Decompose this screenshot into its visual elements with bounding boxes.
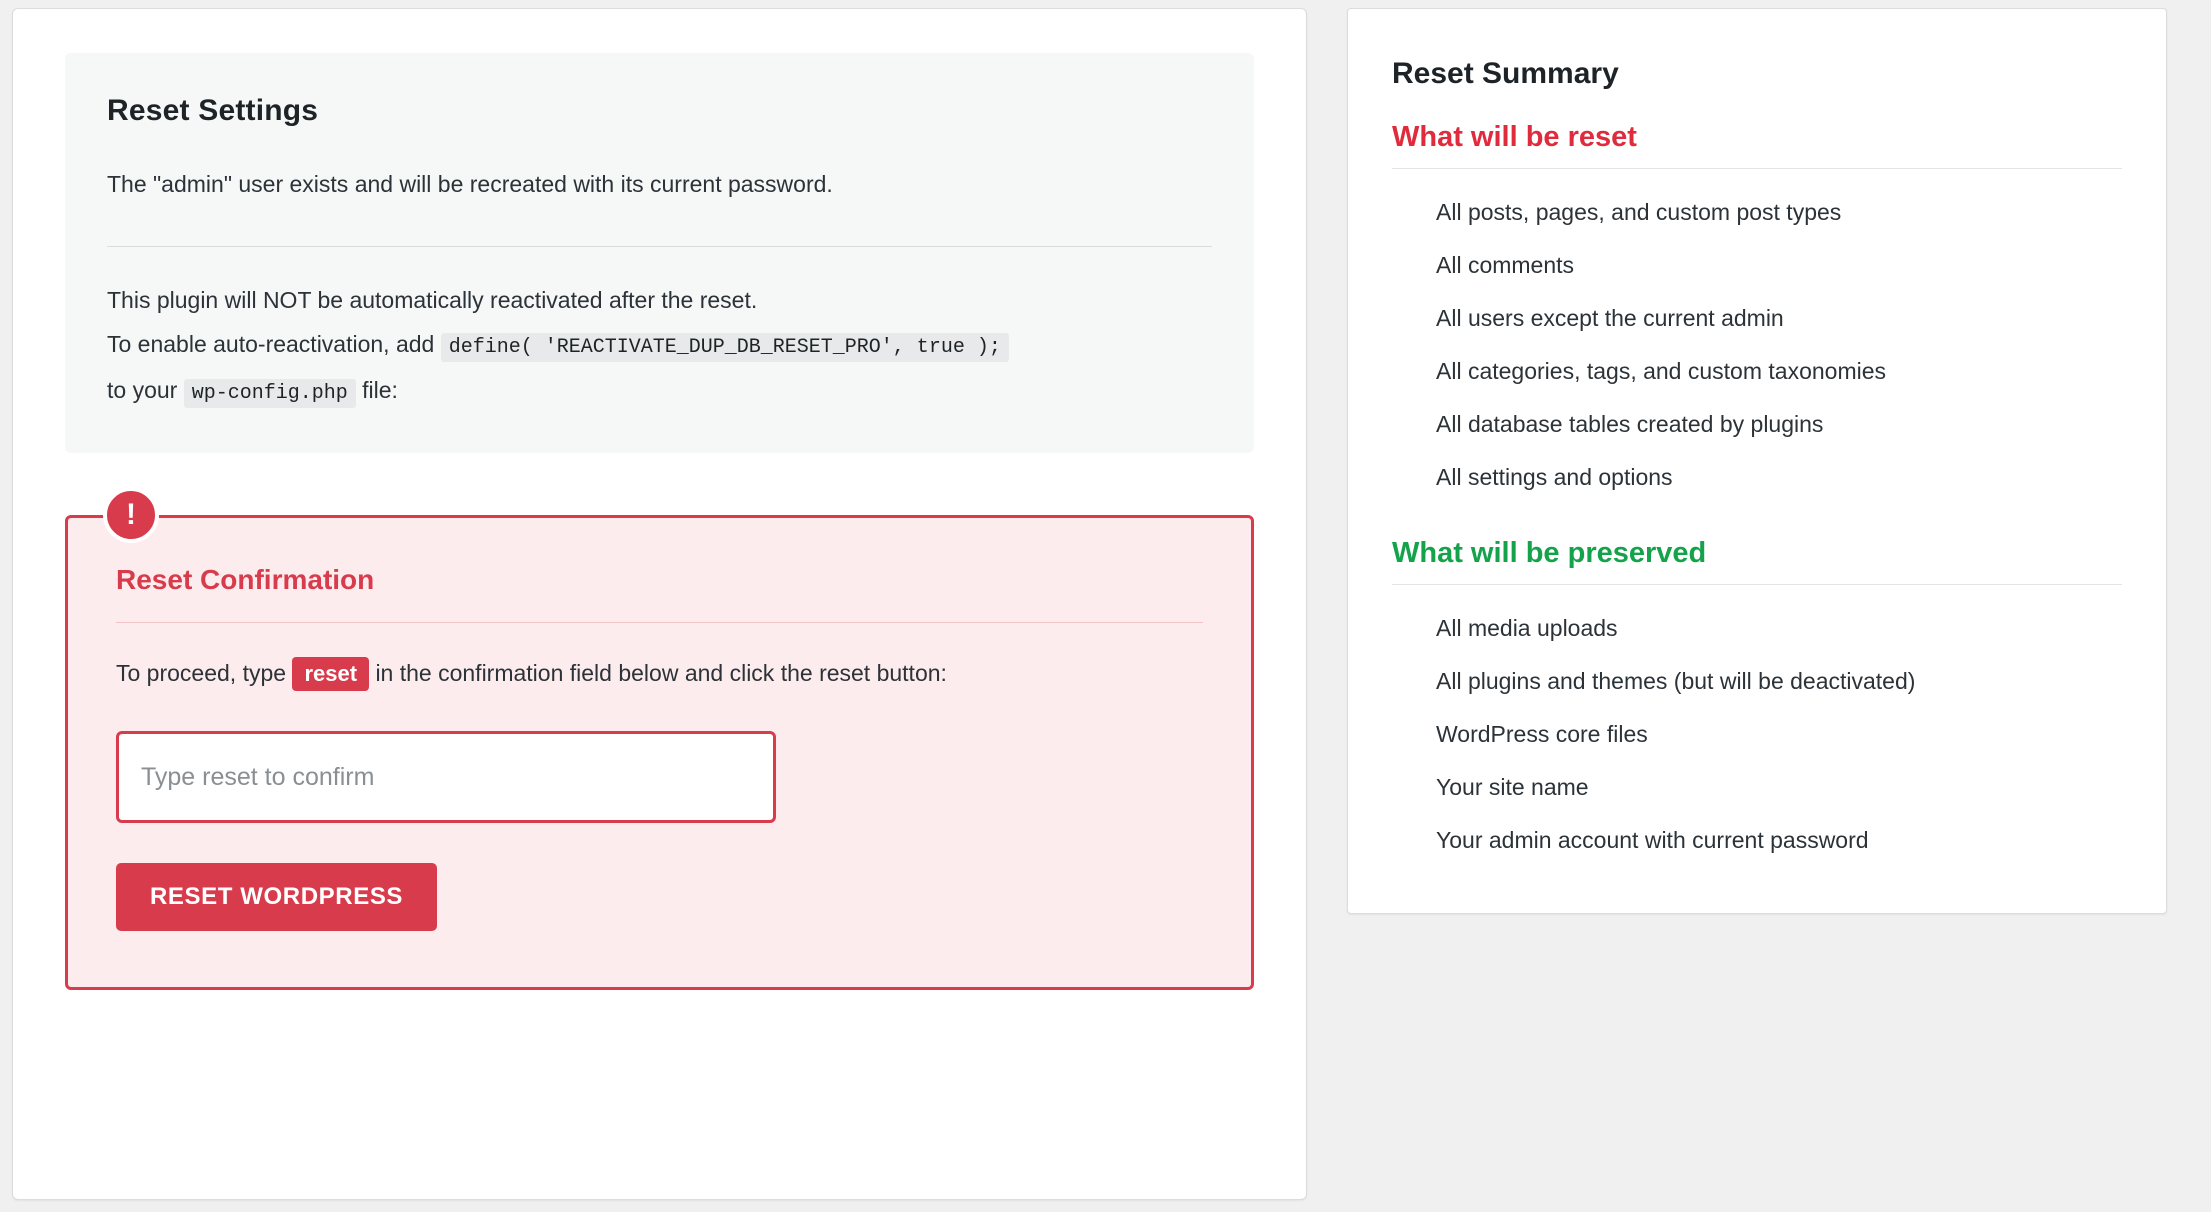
what-will-be-preserved-heading: What will be preserved bbox=[1392, 537, 1707, 570]
list-item: Your site name bbox=[1436, 774, 1589, 801]
reset-items-list bbox=[1392, 197, 2122, 493]
reset-settings-panel bbox=[12, 8, 1307, 1200]
reset-confirmation-box bbox=[65, 515, 1254, 990]
list-item: All settings and options bbox=[1436, 464, 1673, 491]
reset-confirm-input[interactable] bbox=[116, 731, 776, 823]
list-item: All media uploads bbox=[1436, 615, 1618, 642]
alert-icon: ! bbox=[103, 487, 159, 543]
divider bbox=[107, 246, 1212, 247]
reactivation-line-3-suffix: file: bbox=[362, 377, 398, 403]
list-item: All categories, tags, and custom taxonomies bbox=[1436, 358, 1887, 385]
list-item: All posts, pages, and custom post types bbox=[1436, 199, 1842, 225]
reactivation-line-2-prefix: To enable auto-reactivation, add bbox=[107, 331, 435, 357]
list-item: All comments bbox=[1436, 252, 1575, 279]
reactivation-info bbox=[107, 283, 1212, 410]
reset-confirmation-title: Reset Confirmation bbox=[116, 564, 375, 595]
confirmation-instructions bbox=[116, 657, 1136, 691]
page-title: Reset Settings bbox=[107, 94, 319, 127]
reactivation-line-1: This plugin will NOT be automatically reactivated after the reset. bbox=[107, 286, 758, 313]
instructions-prefix: To proceed, type bbox=[116, 660, 287, 686]
instructions-suffix: in the confirmation field below and click the reset button: bbox=[375, 660, 947, 686]
reactivation-line-3-prefix: to your bbox=[107, 377, 178, 403]
reset-summary-panel bbox=[1347, 8, 2167, 914]
reactivation-line-2 bbox=[107, 327, 1212, 363]
define-constant-code: define( 'REACTIVATE_DUP_DB_RESET_PRO', true ); bbox=[441, 333, 1009, 362]
admin-notice: The "admin" user exists and will be recreated with its current password. bbox=[107, 171, 833, 197]
reactivation-line-3 bbox=[107, 373, 1212, 409]
list-item: All plugins and themes (but will be deactivated) bbox=[1436, 668, 1916, 695]
reset-summary-title: Reset Summary bbox=[1392, 57, 1619, 90]
confirmation-divider bbox=[116, 622, 1203, 623]
preserve-items-list bbox=[1392, 613, 2122, 856]
reset-wordpress-button[interactable]: RESET WORDPRESS bbox=[116, 863, 437, 931]
preserve-section-divider bbox=[1392, 584, 2122, 585]
reset-confirmation-wrapper bbox=[65, 498, 1254, 990]
list-item: All users except the current admin bbox=[1436, 305, 1784, 332]
wp-config-code: wp-config.php bbox=[184, 379, 356, 408]
reset-keyword-badge: reset bbox=[292, 657, 369, 691]
list-item: All database tables created by plugins bbox=[1436, 411, 1824, 438]
reset-section-divider bbox=[1392, 168, 2122, 169]
list-item: WordPress core files bbox=[1436, 721, 1648, 748]
what-will-be-reset-heading: What will be reset bbox=[1392, 121, 1637, 153]
reset-settings-card bbox=[65, 53, 1254, 453]
list-item: Your admin account with current password bbox=[1436, 827, 1869, 854]
